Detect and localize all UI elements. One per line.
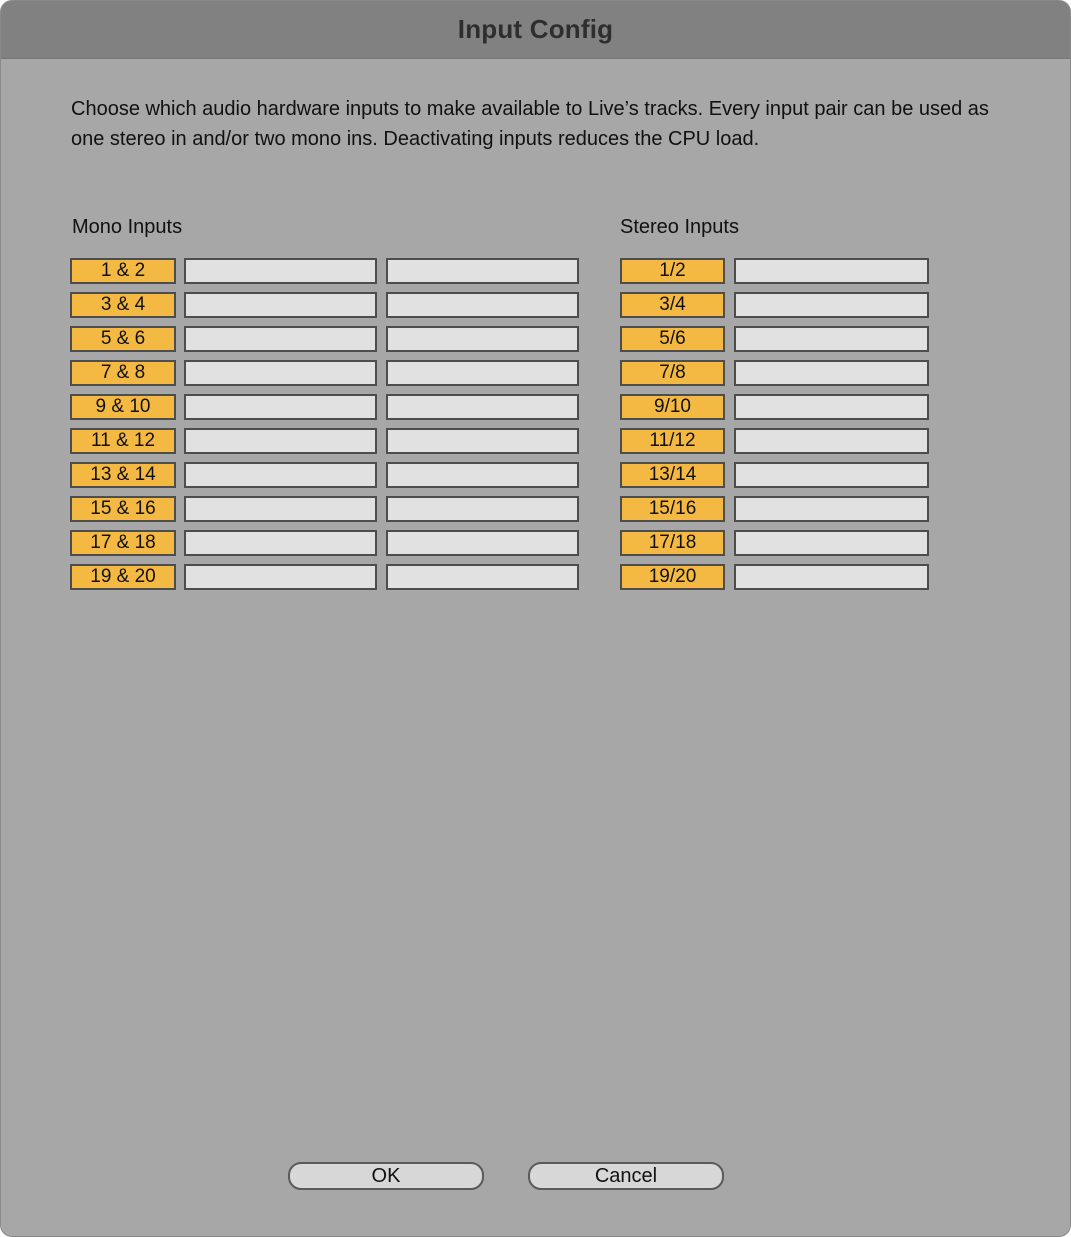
- stereo-input-slot[interactable]: [734, 564, 929, 590]
- mono-input-slot[interactable]: [386, 258, 579, 284]
- mono-input-slot[interactable]: [184, 530, 377, 556]
- mono-input-toggle[interactable]: 9 & 10: [70, 394, 176, 420]
- cancel-button[interactable]: Cancel: [528, 1162, 724, 1190]
- mono-input-slot[interactable]: [386, 360, 579, 386]
- mono-input-slot[interactable]: [184, 564, 377, 590]
- stereo-input-slot[interactable]: [734, 462, 929, 488]
- mono-input-slot[interactable]: [386, 394, 579, 420]
- stereo-input-toggle[interactable]: 15/16: [620, 496, 725, 522]
- stereo-input-slot[interactable]: [734, 292, 929, 318]
- mono-input-slot[interactable]: [184, 496, 377, 522]
- mono-input-slot[interactable]: [184, 360, 377, 386]
- stereo-input-toggle[interactable]: 11/12: [620, 428, 725, 454]
- stereo-input-slot[interactable]: [734, 326, 929, 352]
- mono-input-slot[interactable]: [184, 326, 377, 352]
- mono-input-toggle[interactable]: 19 & 20: [70, 564, 176, 590]
- mono-input-toggle[interactable]: 11 & 12: [70, 428, 176, 454]
- mono-input-toggle[interactable]: 1 & 2: [70, 258, 176, 284]
- mono-input-toggle[interactable]: 3 & 4: [70, 292, 176, 318]
- stereo-input-toggle[interactable]: 13/14: [620, 462, 725, 488]
- mono-input-slot[interactable]: [386, 462, 579, 488]
- dialog-title: Input Config: [457, 14, 614, 44]
- stereo-input-toggle[interactable]: 7/8: [620, 360, 725, 386]
- stereo-input-toggle[interactable]: 9/10: [620, 394, 725, 420]
- mono-input-slot[interactable]: [386, 428, 579, 454]
- mono-input-toggle[interactable]: 5 & 6: [70, 326, 176, 352]
- stereo-input-slot[interactable]: [734, 258, 929, 284]
- stereo-input-toggle[interactable]: 17/18: [620, 530, 725, 556]
- description-text: Choose which audio hardware inputs to make available to Live’s tracks. Every input pair can be used as one stereo in and/or two mono ins. Deactivating inputs reduces the CPU load.: [71, 98, 989, 150]
- stereo-inputs-label: Stereo Inputs: [620, 216, 739, 238]
- mono-input-slot[interactable]: [386, 530, 579, 556]
- stereo-input-slot[interactable]: [734, 360, 929, 386]
- stereo-input-toggle[interactable]: 1/2: [620, 258, 725, 284]
- stereo-input-slot[interactable]: [734, 428, 929, 454]
- mono-input-slot[interactable]: [386, 326, 579, 352]
- stereo-input-toggle[interactable]: 3/4: [620, 292, 725, 318]
- mono-input-slot[interactable]: [386, 564, 579, 590]
- stereo-input-toggle[interactable]: 5/6: [620, 326, 725, 352]
- stereo-input-slot[interactable]: [734, 394, 929, 420]
- stereo-input-slot[interactable]: [734, 530, 929, 556]
- ok-button[interactable]: OK: [288, 1162, 484, 1190]
- mono-input-toggle[interactable]: 17 & 18: [70, 530, 176, 556]
- mono-input-slot[interactable]: [184, 462, 377, 488]
- mono-input-toggle[interactable]: 13 & 14: [70, 462, 176, 488]
- stereo-input-toggle[interactable]: 19/20: [620, 564, 725, 590]
- mono-input-slot[interactable]: [386, 496, 579, 522]
- stereo-input-slot[interactable]: [734, 496, 929, 522]
- mono-input-toggle[interactable]: 15 & 16: [70, 496, 176, 522]
- mono-inputs-label: Mono Inputs: [72, 216, 183, 238]
- mono-input-toggle[interactable]: 7 & 8: [70, 360, 176, 386]
- mono-input-slot[interactable]: [184, 428, 377, 454]
- title-bar: [1, 1, 1070, 59]
- mono-input-slot[interactable]: [184, 394, 377, 420]
- mono-input-slot[interactable]: [386, 292, 579, 318]
- mono-input-slot[interactable]: [184, 258, 377, 284]
- mono-input-slot[interactable]: [184, 292, 377, 318]
